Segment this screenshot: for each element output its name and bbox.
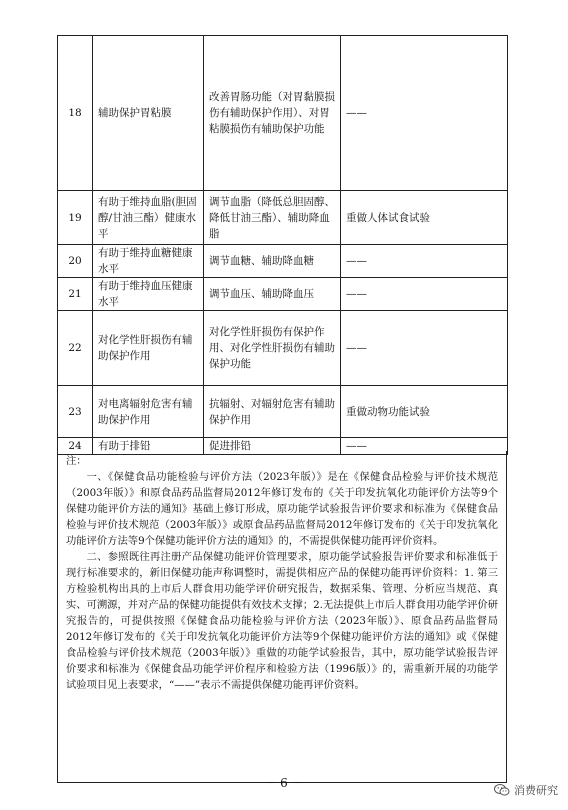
function-name: 有助于维持血压健康水平 bbox=[93, 278, 204, 311]
row-number: 23 bbox=[58, 386, 93, 438]
notes-box bbox=[57, 451, 507, 783]
evaluation-requirement: —— bbox=[341, 278, 508, 311]
health-function-table bbox=[57, 35, 508, 455]
evaluation-requirement: —— bbox=[341, 245, 508, 278]
note-paragraph-1: 一、《保健食品功能检验与评价方法（2023年版）》是在《保健食品检验与评价技术规范（2003年版）》和原食品药品监督局2012年修订发布的《关于印发抗氧化功能评价方法等9个保健功能评价方法的通知》基础上修订形成，原功能学试验报告评价要求和标准为《保健食品检验与评价技术规范（2003年版）》或原食品药品监督局2012年修订发布的《关于印发抗氧化功能评价方法等9个保健功能评价方法的通知》的，不需提供保健功能再评价资料。 bbox=[66, 471, 498, 547]
row-number: 18 bbox=[58, 36, 93, 191]
table-row bbox=[58, 278, 508, 311]
function-name: 对化学性肝损伤有辅助保护作用 bbox=[93, 311, 204, 386]
original-function: 调节血糖、辅助降血糖 bbox=[204, 245, 341, 278]
function-name: 有助于维持血脂(胆固醇/甘油三酯）健康水平 bbox=[93, 191, 204, 245]
note-paragraph-2: 二、参照既往再注册产品保健功能评价管理要求，原功能学试验报告评价要求和标准低于现行标准要求的，新旧保健功能声称调整时，需提供相应产品的保健功能再评价资料：1. 第三方检验机构出具的上市后人群食用功能学评价研究报告，数据采集、管理、分析应当规范、真实、可溯源，并对产品的保健功能提供有效技术支撑；2.无法提供上市后人群食用功能学评价研究报告的，可提供按照《保健食品功能检验与评价方法（2023年版）》、原食品药品监督局2012年修订发布的《关于印发抗氧化功能评价方法等9个保健功能评价方法的通知》或《保健食品检验与评价技术规范（2003年版）》重做的功能学试验报告，其中，原功能学试验报告评价要求和标准为《保健食品功能学评价程序和检验方法（1996版）》的，需重新开展的功能学试验项目见上表要求，“——”表示不需提供保健功能再评价资料。 bbox=[66, 551, 498, 691]
evaluation-requirement: —— bbox=[341, 438, 508, 455]
evaluation-requirement: —— bbox=[341, 36, 508, 191]
row-number: 20 bbox=[58, 245, 93, 278]
original-function: 调节血脂（降低总胆固醇、降低甘油三酯）、辅助降血脂 bbox=[204, 191, 341, 245]
row-number: 22 bbox=[58, 311, 93, 386]
table-row bbox=[58, 191, 508, 245]
function-name: 辅助保护胃粘膜 bbox=[93, 36, 204, 191]
wechat-icon bbox=[494, 783, 510, 797]
original-function: 改善胃肠功能（对胃黏膜损伤有辅助保护作用）、对胃粘膜损伤有辅助保护功能 bbox=[204, 36, 341, 191]
row-number: 19 bbox=[58, 191, 93, 245]
function-name: 有助于维持血糖健康水平 bbox=[93, 245, 204, 278]
notes-label: 注： bbox=[66, 455, 87, 467]
table-row bbox=[58, 245, 508, 278]
original-function: 对化学性肝损伤有保护作用、对化学性肝损伤有辅助保护功能 bbox=[204, 311, 341, 386]
table-row bbox=[58, 311, 508, 386]
watermark-text: 消费研究 bbox=[514, 784, 558, 797]
original-function: 调节血压、辅助降血压 bbox=[204, 278, 341, 311]
evaluation-requirement: 重做人体试食试验 bbox=[341, 191, 508, 245]
original-function: 促进排铅 bbox=[204, 438, 341, 455]
page-number: － 6 － bbox=[264, 776, 304, 790]
watermark bbox=[494, 782, 558, 798]
evaluation-requirement: 重做动物功能试验 bbox=[341, 386, 508, 438]
evaluation-requirement: —— bbox=[341, 311, 508, 386]
row-number: 24 bbox=[58, 438, 93, 455]
table-row bbox=[58, 36, 508, 191]
function-name: 对电离辐射危害有辅助保护作用 bbox=[93, 386, 204, 438]
function-name: 有助于排铅 bbox=[93, 438, 204, 455]
row-number: 21 bbox=[58, 278, 93, 311]
table-row bbox=[58, 386, 508, 438]
original-function: 抗辐射、对辐射危害有辅助保护作用 bbox=[204, 386, 341, 438]
